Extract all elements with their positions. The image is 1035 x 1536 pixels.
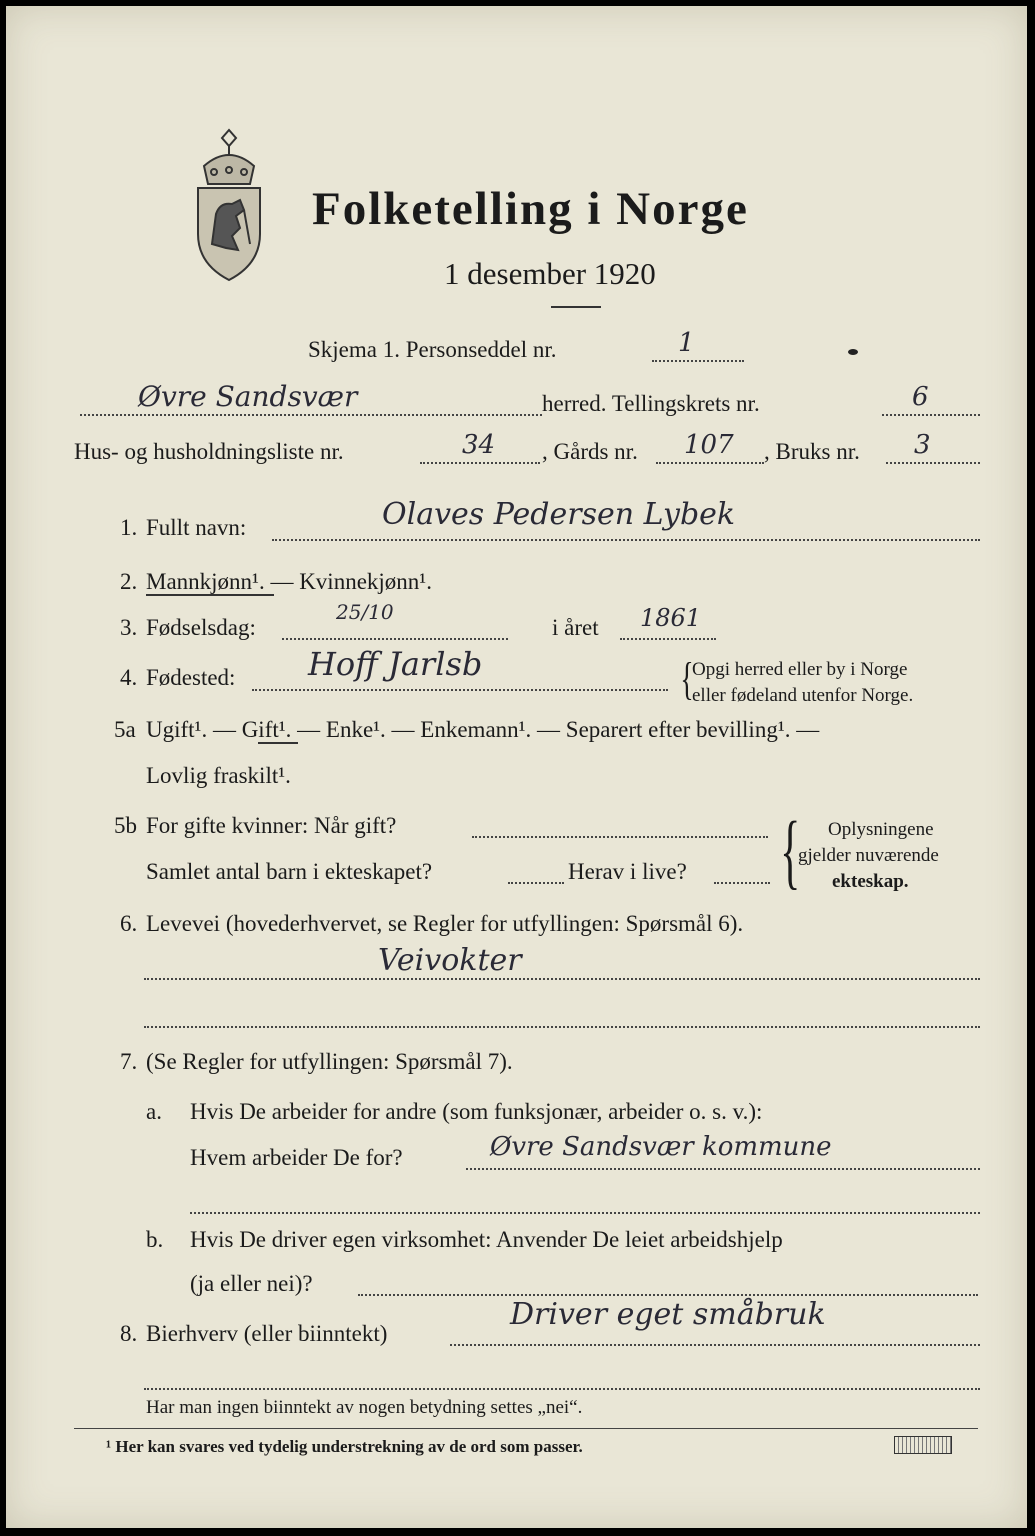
mannkjonn-underline [146, 594, 274, 596]
q7-label: (Se Regler for utfyllingen: Spørsmål 7). [146, 1049, 513, 1074]
birthplace-value: Hoff Jarlsb [308, 645, 483, 683]
q2-number: 2. [120, 569, 138, 594]
marital-status-options: Ugift¹. — Gift¹. — Enke¹. — Enkemann¹. — Separert efter bevilling¹. — [146, 717, 820, 742]
q7a-line1: Hvis De arbeider for andre (som funksjonær, arbeider o. s. v.): [190, 1099, 763, 1124]
brace-icon: { [680, 653, 694, 704]
household-list-value: 34 [462, 430, 496, 460]
q5a-number: 5a [114, 717, 136, 742]
marriage-note-line1: Oplysningene [828, 819, 934, 840]
gards-label: , Gårds nr. [542, 439, 638, 464]
married-when-label: For gifte kvinner: Når gift? [146, 813, 397, 838]
q1-number: 1. [120, 515, 138, 540]
printer-stamp-icon [894, 1436, 952, 1454]
marriage-note-line3: ekteskap. [832, 871, 909, 892]
brace-icon-2: { [780, 805, 801, 898]
bruks-value: 3 [914, 430, 931, 460]
birth-day-value: 25/10 [336, 600, 394, 624]
children-alive-label: Herav i live? [568, 859, 687, 884]
children-count-label: Samlet antal barn i ekteskapet? [146, 859, 433, 884]
household-list-label: Hus- og husholdningsliste nr. [74, 439, 344, 464]
employer-value: Øvre Sandsvær kommune [490, 1132, 832, 1162]
birth-year-value: 1861 [640, 604, 702, 632]
birthplace-note-line2: eller fødeland utenfor Norge. [692, 685, 914, 706]
footer-rule [74, 1428, 978, 1429]
q7b-line1: Hvis De driver egen virksomhet: Anvender De leiet arbeidshjelp [190, 1227, 783, 1252]
q6-number: 6. [120, 911, 138, 936]
full-name-value: Olaves Pedersen Lybek [382, 497, 736, 532]
q8-label: Bierhverv (eller biinntekt) [146, 1321, 388, 1346]
marital-status-options-line2: Lovlig fraskilt¹. [146, 763, 291, 788]
q1-label: Fullt navn: [146, 515, 247, 540]
form-date: 1 desember 1920 [444, 256, 656, 291]
q7b-number: b. [146, 1227, 164, 1252]
herred-label: herred. Tellingskrets nr. [542, 391, 760, 416]
ink-blot [848, 349, 858, 355]
municipality-value: Øvre Sandsvær [138, 380, 358, 413]
schema-label: Skjema 1. Personseddel nr. [308, 337, 557, 362]
q7b-line2: (ja eller nei)? [190, 1271, 313, 1296]
form-title: Folketelling i Norge [312, 183, 749, 235]
gender-options: Mannkjønn¹. — Kvinnekjønn¹. [146, 569, 432, 594]
marriage-note-line2: gjelder nuværende [798, 845, 939, 866]
bruks-label: , Bruks nr. [764, 439, 860, 464]
personseddel-nr-value: 1 [678, 328, 695, 358]
q8-number: 8. [120, 1321, 138, 1346]
q7-number: 7. [120, 1049, 138, 1074]
norwegian-coat-of-arms-icon [184, 124, 274, 284]
q7a-number: a. [146, 1099, 162, 1124]
occupation-value: Veivokter [378, 943, 522, 978]
tellingskrets-value: 6 [912, 382, 929, 412]
q7a-line2: Hvem arbeider De for? [190, 1145, 403, 1170]
gards-value: 107 [684, 430, 734, 460]
gift-underline [258, 742, 298, 744]
q3-label: Fødselsdag: [146, 615, 256, 640]
q4-number: 4. [120, 665, 138, 690]
footnote: ¹ Her kan svares ved tydelig understrekning av de ord som passer. [106, 1437, 583, 1456]
q3-number: 3. [120, 615, 138, 640]
q4-label: Fødested: [146, 665, 236, 690]
q5b-number: 5b [114, 813, 137, 838]
q6-label: Levevei (hovederhvervet, se Regler for utfyllingen: Spørsmål 6). [146, 911, 744, 936]
census-form [6, 6, 1027, 1528]
no-income-note: Har man ingen biinntekt av nogen betydning settes „nei“. [146, 1397, 583, 1418]
birthplace-note-line1: Opgi herred eller by i Norge [692, 659, 908, 680]
year-label: i året [552, 615, 599, 640]
title-rule [551, 306, 601, 308]
side-income-value: Driver eget småbruk [510, 1297, 826, 1332]
